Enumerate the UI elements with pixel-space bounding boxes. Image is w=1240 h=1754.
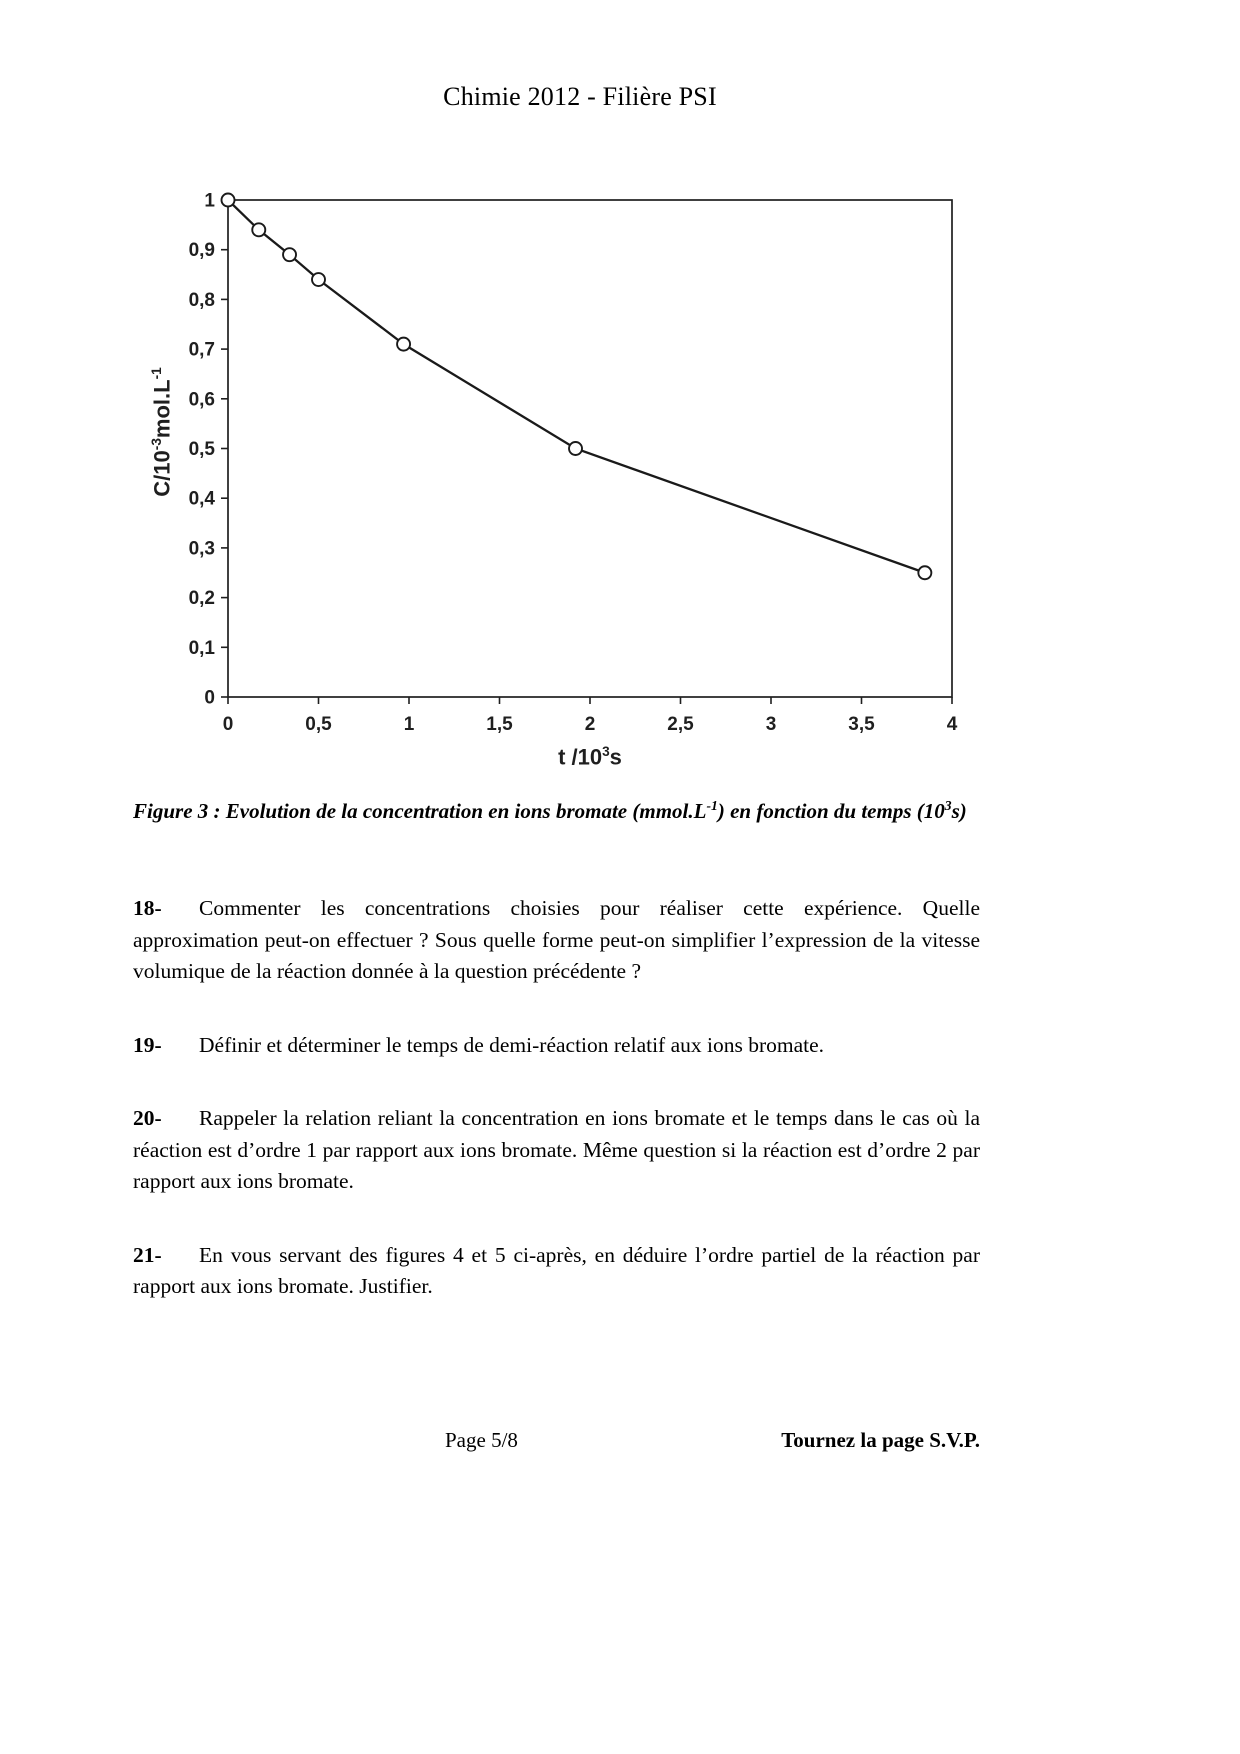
data-point-marker bbox=[252, 223, 265, 236]
x-tick-label: 4 bbox=[946, 714, 958, 735]
data-point-marker bbox=[222, 194, 235, 207]
question-number: 21- bbox=[133, 1242, 162, 1267]
question-text: Rappeler la relation reliant la concentration en ions bromate et le temps dans le cas où la réaction est d’ordre 1 par rapport aux ions bromate. Même question si la réaction est d’ordre 2 par rapport aux ions bromate. bbox=[133, 1106, 980, 1193]
questions-section bbox=[133, 893, 980, 1345]
x-tick-label: 3,5 bbox=[848, 714, 875, 735]
question-text: En vous servant des figures 4 et 5 ci-après, en déduire l’ordre partiel de la réaction par rapport aux ions bromate. Justifier. bbox=[133, 1242, 980, 1298]
page-number: Page 5/8 bbox=[445, 1428, 518, 1452]
data-point-marker bbox=[569, 442, 582, 455]
y-tick-label: 0,4 bbox=[188, 488, 215, 510]
figure-caption-sup: 3 bbox=[944, 798, 952, 813]
figure-caption-text: ) en fonction du temps (10 bbox=[717, 799, 945, 823]
question-number: 20- bbox=[133, 1106, 162, 1130]
x-tick-label: 0 bbox=[222, 714, 234, 735]
y-tick-label: 0,6 bbox=[188, 389, 215, 411]
y-tick-label: 0,1 bbox=[188, 637, 215, 659]
turn-page-note: Tournez la page S.V.P. bbox=[781, 1428, 980, 1452]
y-tick-label: 0,2 bbox=[188, 588, 215, 610]
y-tick-label: 0,3 bbox=[188, 538, 215, 560]
x-tick-label: 1,5 bbox=[486, 714, 513, 735]
y-axis-label-text: mol.L bbox=[149, 379, 175, 439]
question-18 bbox=[133, 893, 980, 988]
y-tick-label: 0,8 bbox=[188, 289, 215, 311]
question-number: 18- bbox=[133, 896, 162, 920]
question-19 bbox=[133, 1030, 980, 1062]
y-tick-label: 0,7 bbox=[188, 339, 215, 361]
question-text: Commenter les concentrations choisies pour réaliser cette expérience. Quelle approximation peut-on effectuer ? Sous quelle forme peut-on simplifier l’expression de la vitesse volumique de la réaction donnée à la question précédente ? bbox=[133, 896, 980, 983]
data-line bbox=[228, 200, 925, 573]
x-tick-label: 2,5 bbox=[667, 714, 694, 735]
y-axis-label-text: C/10 bbox=[149, 450, 175, 497]
y-axis-label-sup: -3 bbox=[149, 438, 164, 451]
figure-caption-text: s) bbox=[951, 799, 967, 823]
x-tick-label: 0,5 bbox=[305, 714, 332, 735]
question-21 bbox=[133, 1240, 980, 1303]
x-axis-label-text: t /10 bbox=[558, 744, 603, 770]
data-point-marker bbox=[283, 248, 296, 261]
question-number: 19- bbox=[133, 1032, 162, 1057]
data-point-marker bbox=[312, 273, 325, 286]
page-title: Chimie 2012 - Filière PSI bbox=[443, 82, 717, 111]
question-20 bbox=[133, 1103, 980, 1198]
footer bbox=[133, 1428, 980, 1458]
plot-border bbox=[228, 200, 952, 697]
figure-caption bbox=[133, 790, 985, 827]
x-tick-label: 3 bbox=[765, 714, 777, 735]
x-axis-label bbox=[228, 744, 952, 770]
question-text: Définir et déterminer le temps de demi-réaction relatif aux ions bromate. bbox=[199, 1032, 825, 1057]
figure-3-chart bbox=[148, 182, 978, 822]
y-tick-label: 0,5 bbox=[188, 439, 215, 460]
y-axis-label bbox=[143, 312, 175, 552]
y-tick-label: 0 bbox=[204, 687, 215, 709]
figure-caption-sup: -1 bbox=[706, 798, 718, 813]
x-axis-label-text: s bbox=[609, 744, 622, 770]
x-tick-label: 1 bbox=[403, 714, 415, 735]
y-tick-label: 0,9 bbox=[188, 240, 215, 262]
figure-3-svg bbox=[148, 182, 968, 742]
data-point-marker bbox=[397, 338, 410, 351]
figure-caption-text: Figure 3 : Evolution de la concentration en ions bromate (mmol.L bbox=[133, 799, 707, 823]
y-tick-label: 1 bbox=[204, 190, 215, 212]
y-axis-label-sup: -1 bbox=[149, 367, 164, 380]
x-axis-label-sup: 3 bbox=[602, 744, 610, 759]
x-tick-label: 2 bbox=[584, 714, 596, 735]
data-point-marker bbox=[918, 566, 931, 579]
